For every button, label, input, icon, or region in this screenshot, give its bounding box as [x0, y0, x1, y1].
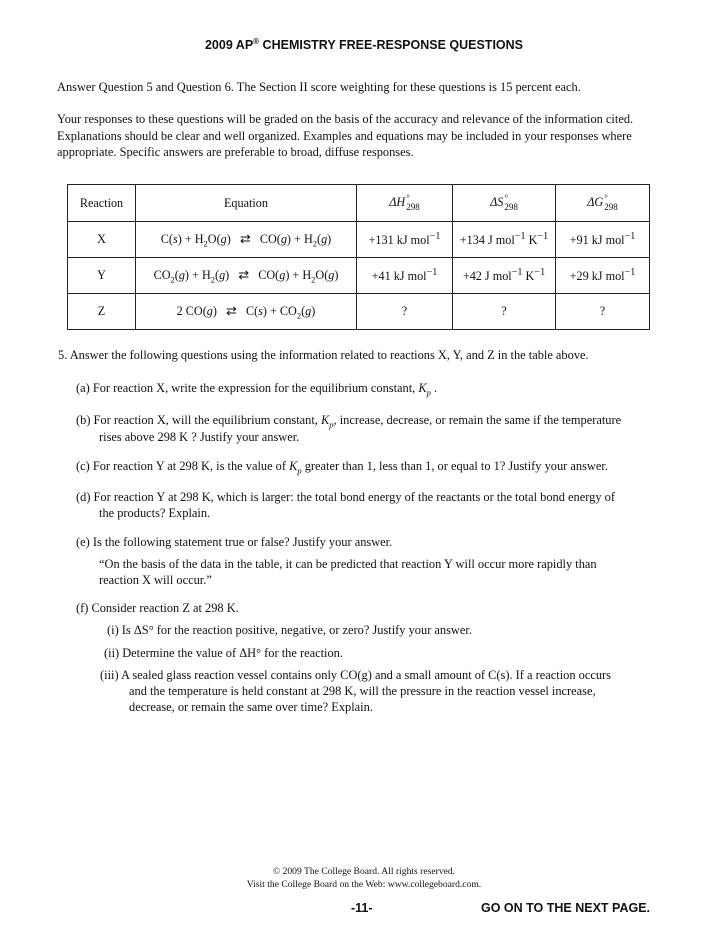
table-header-row — [68, 185, 650, 222]
q5b-text-1: (b) For reaction X, will the equilibrium constant, — [76, 413, 318, 427]
table-row-z — [68, 294, 650, 330]
row-x-ds-value: +134 J mol — [459, 233, 515, 248]
copyright: © 2009 The College Board. All rights reserved. — [272, 866, 456, 877]
question-5d: (d) For reaction Y at 298 K, which is larger: the total bond energy of the reactants or the total bond energy of — [76, 490, 615, 504]
q5c-text-2: greater than 1, less than 1, or equal to 1? Justify your answer. — [304, 459, 608, 473]
row-x-id: X — [68, 222, 136, 258]
dh-symbol: ΔH — [389, 194, 406, 209]
row-y-ds-k: K — [525, 269, 535, 284]
go-on-notice: GO ON TO THE NEXT PAGE. — [481, 901, 651, 915]
header-ds — [453, 185, 556, 222]
question-5f-i: (i) Is ΔS° for the reaction positive, negative, or zero? Justify your answer. — [107, 623, 472, 637]
row-x-ds-exp2: −1 — [537, 230, 549, 242]
row-y-id: Y — [68, 258, 136, 294]
dg-symbol: ΔG — [587, 194, 604, 209]
row-z-dh: ? — [357, 294, 453, 330]
row-x-equation: $C(s) + H_2O(g)$ ⇄ $CO(g) + H_2(g)$ — [136, 222, 357, 258]
q5a-text: (a) For reaction X, write the expression for the equilibrium constant, — [76, 381, 416, 395]
ds-deg: ° — [504, 193, 508, 203]
row-z-id: Z — [68, 294, 136, 330]
question-5a: (a) For reaction X, write the expression for the equilibrium constant, $K_p$ . — [76, 381, 438, 398]
equilibrium-arrow-icon: ⇄ — [238, 266, 250, 282]
question-5e: (e) Is the following statement true or false? Justify your answer. — [76, 535, 393, 549]
dh-temp: 298 — [406, 202, 420, 212]
header-dh — [357, 185, 453, 222]
table-row-y — [68, 258, 650, 294]
page-header — [0, 37, 728, 52]
equilibrium-arrow-icon: ⇄ — [226, 302, 237, 318]
question-5e-quote-1: “On the basis of the data in the table, it can be predicted that reaction Y will occur more rapidly than — [99, 557, 597, 571]
row-y-ds — [453, 258, 556, 294]
question-5b-cont: rises above 298 K ? Justify your answer. — [99, 430, 300, 444]
question-5f-iii-cont-2: decrease, or remain the same over time? Explain. — [129, 700, 373, 714]
row-z-ds: ? — [453, 294, 556, 330]
dh-deg: ° — [406, 193, 410, 203]
question-5b: (b) For reaction X, will the equilibrium constant, $K_p$, increase, decrease, or remain the same if the temperature — [76, 413, 622, 430]
table-row-x — [68, 222, 650, 258]
question-5-intro: 5. Answer the following questions using the information related to reactions X, Y, and Z in the table above. — [58, 348, 589, 362]
footer — [0, 865, 728, 891]
header-dg — [556, 185, 650, 222]
row-x-dh — [357, 222, 453, 258]
q5c-text-1: (c) For reaction Y at 298 K, is the value of — [76, 459, 286, 473]
q5b-text-2: , increase, decrease, or remain the same if the temperature — [333, 413, 622, 427]
row-z-equation: 2 CO(g) ⇄ $C(s) + CO_2(g)$ — [136, 294, 357, 330]
intro-line-1: Answer Question 5 and Question 6. The Section II score weighting for these questions is 15 percent each. — [57, 80, 581, 94]
question-5d-cont: the products? Explain. — [99, 506, 211, 520]
question-5f: (f) Consider reaction Z at 298 K. — [76, 601, 239, 615]
header-reaction: Reaction — [68, 185, 136, 222]
registered-mark: ® — [253, 37, 260, 46]
intro-line-2: Your responses to these questions will be graded on the basis of the accuracy and relevance of the information cited. Explanations should be clear and well organized. Examples and equations may be included in your responses where appropriate. Specific answers are preferable to broad, diffuse responses. — [57, 112, 634, 159]
row-x-dg-exp: −1 — [624, 230, 636, 242]
header-title-pre: 2009 AP — [204, 38, 254, 53]
row-x-ds-exp1: −1 — [514, 230, 526, 242]
row-x-dg-value: +91 kJ mol — [569, 233, 625, 248]
row-x-dh-exp: −1 — [429, 230, 441, 242]
row-x-ds-k: K — [528, 233, 538, 248]
question-5f-ii: (ii) Determine the value of ΔH° for the reaction. — [104, 646, 343, 660]
row-y-dh — [357, 258, 453, 294]
row-y-dg — [556, 258, 650, 294]
ds-temp: 298 — [504, 202, 518, 212]
question-5e-quote-2: reaction X will occur.” — [99, 573, 212, 587]
row-z-dg: ? — [556, 294, 650, 330]
question-5c: (c) For reaction Y at 298 K, is the value of $K_p$ greater than 1, less than 1, or equal to 1? Justify your answer. — [76, 459, 608, 476]
dg-deg: ° — [604, 193, 608, 203]
row-y-ds-value: +42 J mol — [462, 269, 512, 284]
row-x-dg — [556, 222, 650, 258]
dg-temp: 298 — [604, 202, 618, 212]
reaction-table — [67, 184, 650, 330]
row-y-dh-value: +41 kJ mol — [371, 269, 427, 284]
header-title-post: CHEMISTRY FREE-RESPONSE QUESTIONS — [259, 38, 524, 53]
website-note: Visit the College Board on the Web: www.collegeboard.com. — [246, 879, 482, 890]
header-equation: Equation — [136, 185, 357, 222]
row-y-ds-exp1: −1 — [511, 266, 523, 278]
row-y-ds-exp2: −1 — [534, 266, 546, 278]
equilibrium-arrow-icon: ⇄ — [239, 230, 251, 246]
question-5f-iii-cont-1: and the temperature is held constant at 298 K, will the pressure in the reaction vessel increase, — [129, 684, 596, 698]
page-number: -11- — [351, 901, 373, 915]
row-y-equation: $CO_2(g) + H_2(g)$ ⇄ $CO(g) + H_2O(g)$ — [136, 258, 357, 294]
row-y-dh-exp: −1 — [426, 266, 438, 278]
row-x-dh-value: +131 kJ mol — [368, 233, 430, 248]
row-y-dg-exp: −1 — [624, 266, 636, 278]
row-x-ds — [453, 222, 556, 258]
ds-symbol: ΔS — [490, 194, 504, 209]
question-5f-iii: (iii) A sealed glass reaction vessel contains only CO(g) and a small amount of C(s). If a reaction occurs — [100, 668, 611, 682]
row-y-dg-value: +29 kJ mol — [569, 269, 625, 284]
